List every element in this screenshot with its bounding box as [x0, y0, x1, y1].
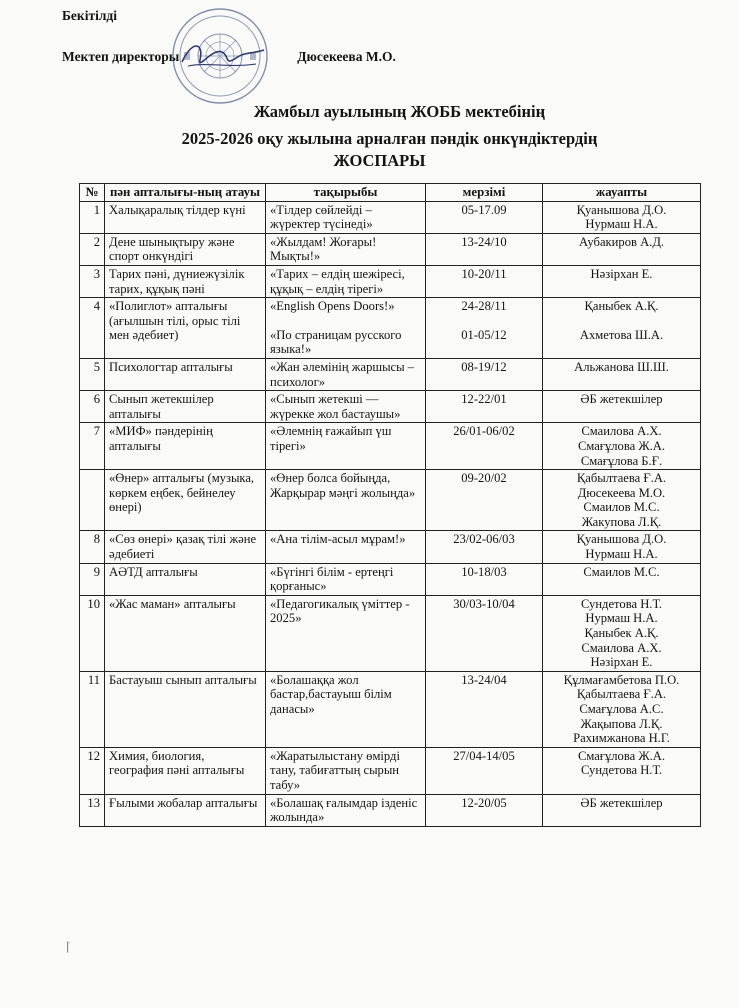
table-row [80, 265, 701, 297]
responsible-name: Смағұлова А.С. [579, 702, 664, 716]
cell-responsible [543, 794, 701, 826]
cell-date [426, 747, 543, 794]
date-text: 23/02-06/03 [453, 532, 515, 547]
cell-responsible [543, 201, 701, 233]
topic-text: «Жаратылыстану өмірді тану, табиғаттың сырын табу» [270, 748, 400, 792]
table-row [80, 298, 701, 359]
row-number: 8 [93, 532, 100, 547]
cell-week-name [105, 298, 266, 359]
cell-topic [266, 358, 426, 390]
cell-week-name [105, 470, 266, 531]
week-name: Дене шынықтыру және спорт онкүндігі [109, 234, 235, 264]
cell-date [426, 265, 543, 297]
row-number: 10 [87, 596, 100, 611]
cell-responsible [543, 747, 701, 794]
topic-text: «Өнер болса бойыңда, Жарқырар мәңгі жолыңда» [270, 471, 416, 500]
responsible-name: Нурмаш Н.А. [585, 217, 658, 232]
responsible-name: Смағұлова Б.Ғ. [580, 453, 663, 468]
cell-topic [266, 794, 426, 826]
cell-date [426, 794, 543, 826]
topic-text: «Сынып жетекші — жүрекке жол бастаушы» [270, 392, 401, 421]
topic-text: «Жан әлемінің жаршысы – психолог» [270, 359, 415, 389]
cell-responsible [543, 233, 701, 265]
date-text: 10-20/11 [461, 266, 507, 281]
cell-week-name [105, 423, 266, 470]
responsible-name: Смаилов М.С. [583, 564, 660, 579]
cell-topic [266, 233, 426, 265]
col-header-num: № [80, 184, 105, 202]
responsible-name: Смаилова А.Х. [581, 424, 662, 439]
cell-date [426, 595, 543, 671]
row-number: 12 [87, 748, 100, 763]
director-name: Дюсекеева М.О. [297, 49, 396, 64]
table-row [80, 470, 701, 531]
table-row [80, 391, 701, 423]
cell-num [80, 671, 105, 747]
date-text: 24-28/11 [461, 299, 507, 314]
cell-num [80, 747, 105, 794]
cell-date [426, 201, 543, 233]
responsible-name: Нәзірхан Е. [590, 266, 653, 281]
week-name: АӘТД апталығы [109, 564, 198, 579]
responsible-name: Дюсекеева М.О. [577, 485, 666, 500]
cell-num [80, 358, 105, 390]
responsible-name: Қаныбек А.Қ. [584, 626, 659, 641]
col-header-name: пән апталығы-ның атауы [105, 184, 266, 202]
cell-date [426, 233, 543, 265]
responsible-name: Сундетова Н.Т. [580, 596, 663, 611]
table-row [80, 531, 701, 563]
responsible-name: Қаныбек А.Қ. [584, 299, 659, 314]
table-row [80, 358, 701, 390]
topic-text: «Жылдам! Жоғары! Мықты!» [270, 234, 377, 264]
cell-week-name [105, 358, 266, 390]
cell-week-name [105, 531, 266, 563]
cell-date [426, 358, 543, 390]
cell-num [80, 265, 105, 297]
date-text: 05-17.09 [461, 202, 507, 217]
table-body [80, 201, 701, 826]
table-row [80, 563, 701, 595]
cell-responsible [543, 563, 701, 595]
cell-date [426, 671, 543, 747]
week-name: Химия, биология, география пәні апталығы [109, 748, 245, 778]
responsible-name: Рахимжанова Н.Г. [573, 731, 670, 746]
page-mark: ⌈ [66, 940, 71, 954]
cell-responsible [543, 265, 701, 297]
responsible-name: Қабылтаева Ғ.А. [576, 687, 667, 702]
responsible-name: Қуанышова Д.О. [576, 532, 667, 547]
cell-week-name [105, 391, 266, 423]
cell-responsible [543, 595, 701, 671]
week-name: Ғылыми жобалар апталығы [109, 795, 258, 810]
topic-text: «Тілдер сөйлейді – жүректер түсінеді» [270, 202, 373, 232]
cell-responsible [543, 531, 701, 563]
table-row [80, 201, 701, 233]
cell-week-name [105, 265, 266, 297]
responsible-name: Смағұлова Ж.А. [577, 438, 666, 453]
cell-week-name [105, 747, 266, 794]
date-text: 13-24/04 [461, 672, 507, 687]
cell-week-name [105, 671, 266, 747]
cell-date [426, 298, 543, 359]
cell-date [426, 563, 543, 595]
plan-title-line2: 2025-2026 оқу жылына арналған пәндік онкүндіктердің [181, 129, 598, 148]
date-text: 12-20/05 [461, 795, 507, 810]
cell-responsible [543, 391, 701, 423]
week-name: Халықаралық тілдер күні [109, 202, 246, 217]
topic-text: «Болашақ ғалымдар ізденіс жолында» [270, 795, 418, 825]
cell-topic [266, 531, 426, 563]
row-number: 11 [87, 672, 100, 687]
week-name: «Сөз өнері» қазақ тілі және әдебиеті [109, 532, 257, 562]
date-text: 10-18/03 [461, 564, 507, 579]
cell-responsible [543, 358, 701, 390]
plan-title-line1: Жамбыл ауылының ЖОББ мектебінің [253, 102, 546, 121]
cell-num [80, 794, 105, 826]
row-number: 2 [93, 234, 100, 249]
responsible-name: Нурмаш Н.А. [585, 611, 658, 626]
cell-week-name [105, 563, 266, 595]
cell-date [426, 423, 543, 470]
responsible-name: Құлмағамбетова П.О. [563, 672, 680, 687]
cell-num [80, 201, 105, 233]
cell-week-name [105, 201, 266, 233]
week-name: Психологтар апталығы [109, 359, 233, 374]
cell-date [426, 470, 543, 531]
cell-topic [266, 423, 426, 470]
row-number: 4 [93, 299, 100, 314]
cell-topic [266, 265, 426, 297]
weeks-plan-table [79, 183, 701, 827]
cell-date [426, 531, 543, 563]
cell-topic [266, 201, 426, 233]
responsible-name: Нәзірхан Е. [590, 655, 653, 670]
topic-text: «Бүгінгі білім - ертеңгі қорғаныс» [270, 564, 394, 594]
cell-num [80, 531, 105, 563]
table-row [80, 423, 701, 470]
responsible-name: Жакупова Л.Қ. [581, 514, 662, 529]
row-number: 9 [93, 564, 100, 579]
date-text: 09-20/02 [461, 471, 507, 486]
col-header-topic: тақырыбы [266, 184, 426, 202]
week-name: «Жас маман» апталығы [109, 596, 236, 611]
director-label: Мектеп директоры [62, 49, 180, 64]
topic-text: «English Opens Doors!» [270, 299, 395, 314]
week-name: Сынып жетекшілер апталығы [109, 392, 214, 421]
topic-text: «По страницам русского языка!» [270, 327, 402, 357]
row-number: 1 [93, 202, 100, 217]
responsible-name: ӘБ жетекшілер [580, 392, 663, 407]
week-name: «Полиглот» апталығы (ағылшын тілі, орыс тілі мен әдебиет) [109, 299, 241, 343]
responsible-name: Нурмаш Н.А. [585, 547, 658, 562]
responsible-name: Аубакиров А.Д. [578, 234, 665, 249]
cell-num [80, 391, 105, 423]
cell-responsible [543, 671, 701, 747]
cell-topic [266, 298, 426, 359]
date-text: 08-19/12 [461, 359, 507, 374]
cell-topic [266, 747, 426, 794]
col-header-date: мерзімі [426, 184, 543, 202]
table-row [80, 595, 701, 671]
cell-responsible [543, 470, 701, 531]
director-line [62, 49, 396, 65]
cell-topic [266, 671, 426, 747]
cell-topic [266, 595, 426, 671]
week-name: «МИФ» пәндерінің апталығы [109, 424, 213, 453]
responsible-name: Ахметова Ш.А. [579, 327, 664, 342]
table-row [80, 233, 701, 265]
topic-text: «Педагогикалық үміттер - 2025» [270, 596, 410, 626]
table-header-row [80, 184, 701, 202]
cell-week-name [105, 794, 266, 826]
date-text: 26/01-06/02 [453, 424, 515, 439]
row-number: 3 [93, 266, 100, 281]
cell-week-name [105, 595, 266, 671]
responsible-name: Смаилова А.Х. [581, 640, 662, 655]
cell-topic [266, 391, 426, 423]
responsible-name: Смаилов М.С. [583, 500, 660, 515]
cell-responsible [543, 423, 701, 470]
responsible-name: Сундетова Н.Т. [580, 763, 663, 778]
cell-num [80, 563, 105, 595]
date-text: 01-05/12 [461, 327, 507, 342]
date-text: 13-24/10 [461, 234, 507, 249]
table-row [80, 671, 701, 747]
date-text: 27/04-14/05 [453, 748, 515, 763]
table-row [80, 794, 701, 826]
approved-label: Бекітілді [62, 8, 117, 23]
row-number: 7 [93, 424, 100, 439]
cell-num [80, 595, 105, 671]
cell-num [80, 233, 105, 265]
cell-topic [266, 563, 426, 595]
table-row [80, 747, 701, 794]
topic-text: «Ана тілім-асыл мұрам!» [270, 532, 406, 547]
responsible-name: Жақыпова Л.Қ. [580, 716, 663, 731]
cell-week-name [105, 233, 266, 265]
row-number: 13 [87, 795, 100, 810]
responsible-name: Смағұлова Ж.А. [577, 748, 666, 763]
cell-num [80, 423, 105, 470]
topic-text: «Болашаққа жол бастар,бастауыш білім данасы» [270, 672, 392, 716]
plan-title-line3: ЖОСПАРЫ [333, 151, 426, 170]
cell-topic [266, 470, 426, 531]
responsible-name: Қуанышова Д.О. [576, 202, 667, 217]
col-header-resp: жауапты [543, 184, 701, 202]
cell-responsible [543, 298, 701, 359]
topic-text: «Тарих – елдің шежіресі, құқық – елдің тірегі» [270, 266, 405, 296]
row-number: 5 [93, 359, 100, 374]
cell-num [80, 298, 105, 359]
cell-date [426, 391, 543, 423]
cell-num [80, 470, 105, 531]
topic-text: «Әлемнің ғажайып үш тірегі» [270, 424, 392, 453]
responsible-name: Қабылтаева Ғ.А. [576, 471, 667, 486]
week-name: «Өнер» апталығы (музыка, көркем еңбек, бейнелеу өнері) [109, 471, 255, 515]
responsible-name: ӘБ жетекшілер [580, 795, 663, 810]
date-text: 30/03-10/04 [453, 596, 515, 611]
date-text: 12-22/01 [461, 392, 507, 407]
week-name: Тарих пәні, дүниежүзілік тарих, құқық пәні [109, 266, 245, 296]
responsible-name: Альжанова Ш.Ш. [574, 359, 669, 374]
row-number: 6 [93, 392, 100, 407]
week-name: Бастауыш сынып апталығы [109, 672, 257, 687]
